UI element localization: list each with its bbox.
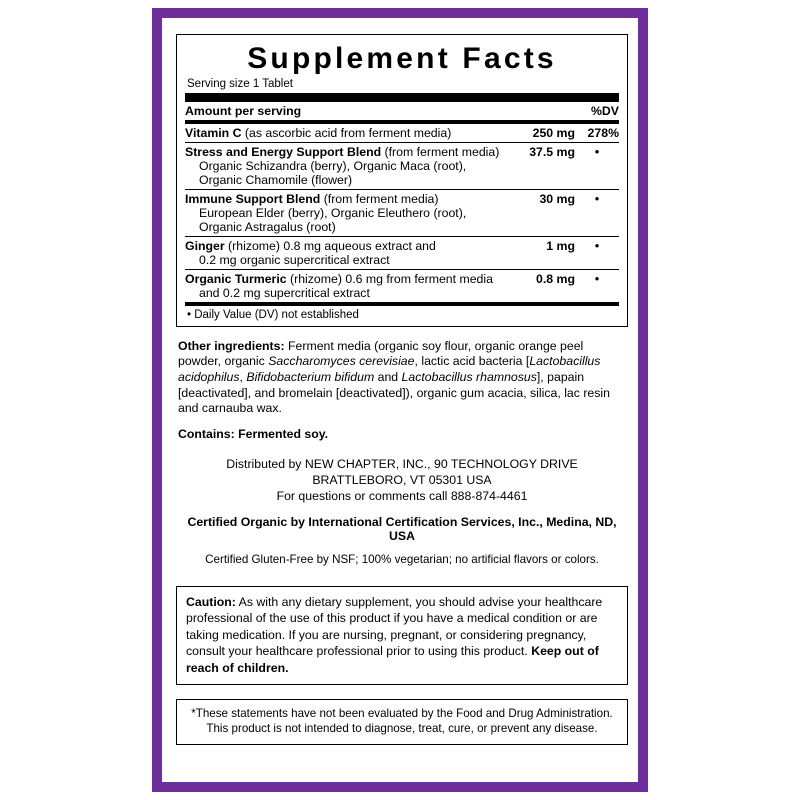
supplement-facts-title: Supplement Facts [247, 42, 557, 75]
ingredient-italic-2: Lactobacillus acidophilus [178, 354, 601, 384]
table-header-row [185, 102, 619, 120]
table-row [185, 236, 619, 269]
row-name-cell [185, 189, 511, 236]
other-ingredients-part5: ], papain [deactivated], and bromelain [deactivated]), organic gum acacia, silica, lac resin and carnauba wax. [178, 369, 610, 416]
row-amount: 37.5 mg [529, 144, 575, 159]
nutrient-name: Organic Turmeric [185, 271, 287, 286]
nutrient-detail: (from ferment media) [320, 191, 439, 206]
ingredient-italic-4: Lactobacillus rhamnosus [401, 369, 537, 384]
fda-disclaimer-box [176, 699, 628, 745]
supplement-facts-rows-2 [185, 143, 619, 302]
distributor-block [176, 457, 628, 505]
ingredient-italic-1: Saccharomyces cerevisiae [268, 354, 415, 369]
other-ingredients-part4: and [374, 369, 402, 384]
caution-label: Caution: [186, 595, 236, 610]
caution-box [176, 586, 628, 685]
nutrient-name: Ginger [185, 238, 225, 253]
other-ingredients-part1: Ferment media (organic soy flour, organic orange peel powder, organic [178, 338, 584, 369]
row-amount: 1 mg [511, 236, 575, 269]
distributor-line-3: For questions or comments call 888-874-4461 [276, 489, 528, 504]
nutrient-subtext: and 0.2 mg supercritical extract [199, 285, 370, 300]
supplement-facts-table [185, 102, 619, 120]
row-dv: • [575, 269, 619, 302]
other-ingredients-part2: , lactic acid bacteria [ [414, 354, 530, 369]
certified-organic-text: Certified Organic by International Certification Services, Inc., Medina, ND, USA [187, 515, 617, 544]
nutrient-subtext: 0.2 mg organic supercritical extract [199, 252, 390, 267]
row-amount: 0.8 mg [511, 269, 575, 302]
row-dv: • [594, 144, 600, 159]
row-amount: 250 mg [532, 125, 575, 140]
nutrient-detail: (as ascorbic acid from ferment media) [241, 125, 452, 140]
table-row [185, 269, 619, 302]
gluten-free-text: Certified Gluten-Free by NSF; 100% vegetarian; no artificial flavors or colors. [205, 553, 599, 567]
table-row [185, 143, 619, 190]
other-ingredients-part3: , [239, 369, 247, 384]
distributor-line-2: BRATTLEBORO, VT 05301 USA [312, 473, 492, 488]
caution-keep-out-of-reach: Keep out of reach of children. [186, 644, 599, 675]
disclaimer-line-2: This product is not intended to diagnose, treat, cure, or prevent any disease. [206, 722, 598, 736]
row-amount: 30 mg [511, 189, 575, 236]
row-name-cell [185, 143, 511, 190]
nutrient-detail: (rhizome) 0.6 mg from ferment media [286, 271, 493, 286]
header-amount-per-serving: Amount per serving [185, 103, 302, 118]
contains-statement: Contains: Fermented soy. [178, 427, 329, 442]
table-row [185, 124, 619, 142]
rule-thick-top [185, 93, 619, 102]
other-ingredients-text [178, 339, 626, 418]
supplement-facts-panel [176, 34, 628, 327]
table-row [185, 189, 619, 236]
nutrient-subtext: European Elder (berry), Organic Eleuthero (root), Organic Astragalus (root) [199, 205, 467, 234]
row-dv: • [575, 236, 619, 269]
row-dv: • [575, 189, 619, 236]
product-label-frame [152, 8, 648, 792]
header-percent-dv: %DV [590, 103, 619, 118]
nutrient-name: Stress and Energy Support Blend [185, 144, 382, 159]
daily-value-footnote: • Daily Value (DV) not established [187, 308, 359, 321]
serving-size-text: Serving size 1 Tablet [187, 77, 293, 90]
caution-body: As with any dietary supplement, you should advise your healthcare professional of the use of this product if you have a medical condition or are taking medication. If you are nursing, pregnant, or considering pregnancy, consult your healthcare professional prior to using this product. [186, 595, 603, 659]
nutrient-subtext: Organic Schizandra (berry), Organic Maca (root), Organic Chamomile (flower) [199, 158, 467, 187]
row-name-cell [185, 269, 511, 302]
row-name-cell [185, 124, 511, 142]
label-inner-content [176, 28, 628, 788]
row-name-cell [185, 236, 511, 269]
distributor-line-1: Distributed by NEW CHAPTER, INC., 90 TECHNOLOGY DRIVE [226, 457, 578, 472]
disclaimer-line-1: *These statements have not been evaluated by the Food and Drug Administration. [191, 706, 613, 720]
nutrient-detail: (from ferment media) [381, 144, 500, 159]
nutrient-name: Vitamin C [185, 125, 242, 140]
ingredient-italic-3: Bifidobacterium bifidum [246, 369, 375, 384]
row-dv: 278% [587, 125, 619, 140]
supplement-facts-rows [185, 124, 619, 142]
nutrient-name: Immune Support Blend [185, 191, 321, 206]
nutrient-detail: (rhizome) 0.8 mg aqueous extract and [224, 238, 436, 253]
other-ingredients-label: Other ingredients: [178, 338, 285, 353]
